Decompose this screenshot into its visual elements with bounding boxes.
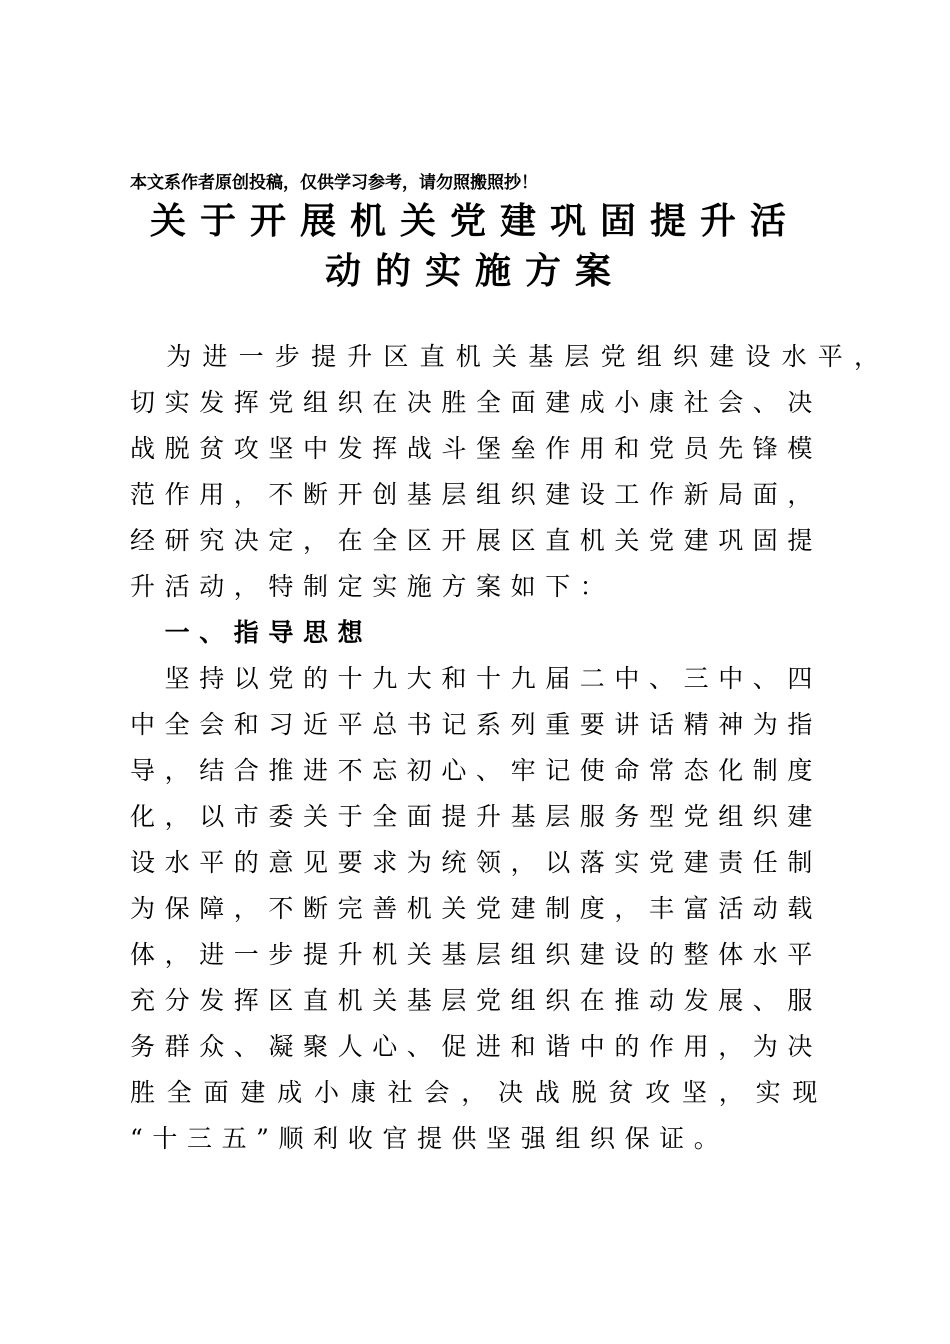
copyright-notice: 本文系作者原创投稿，仅供学习参考，请勿照搬照抄！ bbox=[130, 173, 538, 193]
body-line: 设水平的意见要求为统领，以落实党建责任制 bbox=[130, 848, 823, 877]
body-line: 务群众、凝聚人心、促进和谐中的作用，为决 bbox=[130, 1032, 823, 1061]
body-line: 战脱贫攻坚中发挥战斗堡垒作用和党员先锋模 bbox=[130, 434, 823, 463]
body-line: 化，以市委关于全面提升基层服务型党组织建 bbox=[130, 802, 823, 831]
document-title-line-1: 关于开展机关党建巩固提升活 bbox=[149, 200, 800, 242]
body-line: 经研究决定，在全区开展区直机关党建巩固提 bbox=[130, 526, 823, 555]
document-title-line-2: 动的实施方案 bbox=[324, 250, 625, 292]
section-heading: 一、指导思想 bbox=[130, 618, 373, 647]
body-line: 充分发挥区直机关基层党组织在推动发展、服 bbox=[130, 986, 823, 1015]
body-line: 范作用，不断开创基层组织建设工作新局面， bbox=[130, 480, 823, 509]
body-line: “十三五”顺利收官提供坚强组织保证。 bbox=[130, 1124, 729, 1153]
body-line: 为进一步提升区直机关基层党组织建设水平， bbox=[130, 342, 891, 371]
body-line: 导，结合推进不忘初心、牢记使命常态化制度 bbox=[130, 756, 823, 785]
body-line: 坚持以党的十九大和十九届二中、三中、四 bbox=[130, 664, 823, 693]
body-line: 为保障，不断完善机关党建制度，丰富活动载 bbox=[130, 894, 823, 923]
body-line: 体，进一步提升机关基层组织建设的整体水平 bbox=[130, 940, 823, 969]
body-line: 升活动，特制定实施方案如下： bbox=[130, 572, 615, 601]
body-line: 中全会和习近平总书记系列重要讲话精神为指 bbox=[130, 710, 823, 739]
body-line: 切实发挥党组织在决胜全面建成小康社会、决 bbox=[130, 388, 823, 417]
body-line: 胜全面建成小康社会，决战脱贫攻坚，实现 bbox=[130, 1078, 830, 1107]
